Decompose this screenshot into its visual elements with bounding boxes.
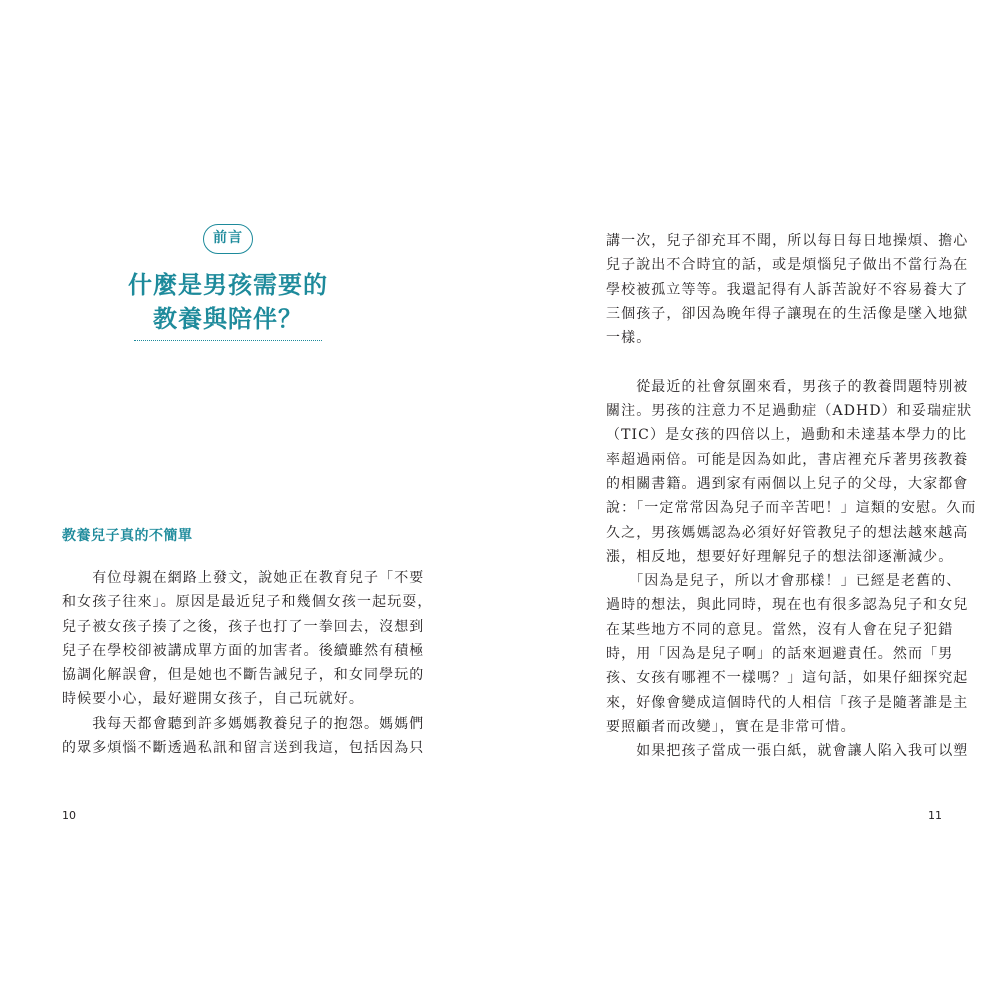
paragraph-gap <box>606 350 977 374</box>
body-line: 的相關書籍。遇到家有兩個以上兒子的父母，大家都會 <box>606 475 969 492</box>
body-line: （TIC）是女孩的四倍以上，過動和未達基本學力的比 <box>606 427 968 444</box>
body-line: 我每天都會聽到許多媽媽教養兒子的抱怨。媽媽們 <box>62 715 425 732</box>
body-line: 說：「一定常常因為兒子而辛苦吧！」這類的安慰。久而 <box>606 500 977 517</box>
body-line: 協調化解誤會，但是她也不斷告誡兒子，和女同學玩的 <box>62 667 425 684</box>
body-line: 如果把孩子當成一張白紙，就會讓人陷入我可以塑 <box>606 743 969 760</box>
body-line: 過時的想法，與此同時，現在也有很多認為兒子和女兒 <box>606 597 969 614</box>
page-title <box>120 268 336 336</box>
body-line: 關注。男孩的注意力不足過動症（ADHD）和妥瑞症狀 <box>606 403 973 420</box>
body-line: 學校被孤立等等。我還記得有人訴苦說好不容易養大了 <box>606 281 969 298</box>
body-line: 來，好像會變成這個時代的人相信「孩子是隨著誰是主 <box>606 694 969 711</box>
body-line: 兒子被女孩子揍了之後，孩子也打了一拳回去，沒想到 <box>62 618 425 635</box>
title-line-2: 教養與陪伴？ <box>153 305 303 333</box>
left-body-text <box>62 566 433 760</box>
body-line: 久之，男孩媽媽認為必須好好管教兒子的想法越來越高 <box>606 524 969 541</box>
body-line: 時，用「因為是兒子啊」的話來迴避責任。然而「男 <box>606 646 954 663</box>
body-line: 一樣。 <box>606 330 652 347</box>
body-line: 的眾多煩惱不斷透過私訊和留言送到我這，包括因為只 <box>62 740 425 757</box>
body-line: 有位母親在網路上發文，說她正在教育兒子「不要 <box>62 570 425 586</box>
body-line: 三個孩子，卻因為晚年得子讓現在的生活像是墜入地獄 <box>606 305 969 322</box>
body-line: 兒子在學校卻被講成單方面的加害者。後續雖然有積極 <box>62 642 425 659</box>
body-line: 講一次，兒子卻充耳不聞，所以每日每日地操煩、擔心 <box>606 233 969 249</box>
body-line: 要照顧者而改變」，實在是非常可惜。 <box>606 718 856 735</box>
title-line-1: 什麼是男孩需要的 <box>128 271 328 299</box>
right-page <box>500 0 1000 1000</box>
page-number: 11 <box>928 809 942 822</box>
right-body-text <box>606 229 977 764</box>
body-line: 漲，相反地，想要好好理解兒子的想法卻逐漸減少。 <box>606 548 954 565</box>
body-line: 在某些地方不同的意見。當然，沒有人會在兒子犯錯 <box>606 621 954 638</box>
section-heading: 教養兒子真的不簡單 <box>62 528 193 544</box>
title-divider <box>134 340 322 341</box>
body-line: 孩、女孩有哪裡不一樣嗎？」這句話，如果仔細探究起 <box>606 670 969 687</box>
body-line: 率超過兩倍。可能是因為如此，書店裡充斥著男孩教養 <box>606 451 969 468</box>
body-line: 兒子說出不合時宜的話，或是煩惱兒子做出不當行為在 <box>606 257 969 274</box>
body-line: 從最近的社會氛圍來看，男孩子的教養問題特別被 <box>606 378 969 395</box>
page-number: 10 <box>62 809 76 822</box>
body-line: 和女孩子往來」。原因是最近兒子和幾個女孩一起玩耍， <box>62 594 433 611</box>
preface-badge: 前言 <box>203 224 253 254</box>
body-line: 時候要小心，最好避開女孩子，自己玩就好。 <box>62 691 364 708</box>
body-line: 「因為是兒子，所以才會那樣！」已經是老舊的、 <box>606 573 962 590</box>
